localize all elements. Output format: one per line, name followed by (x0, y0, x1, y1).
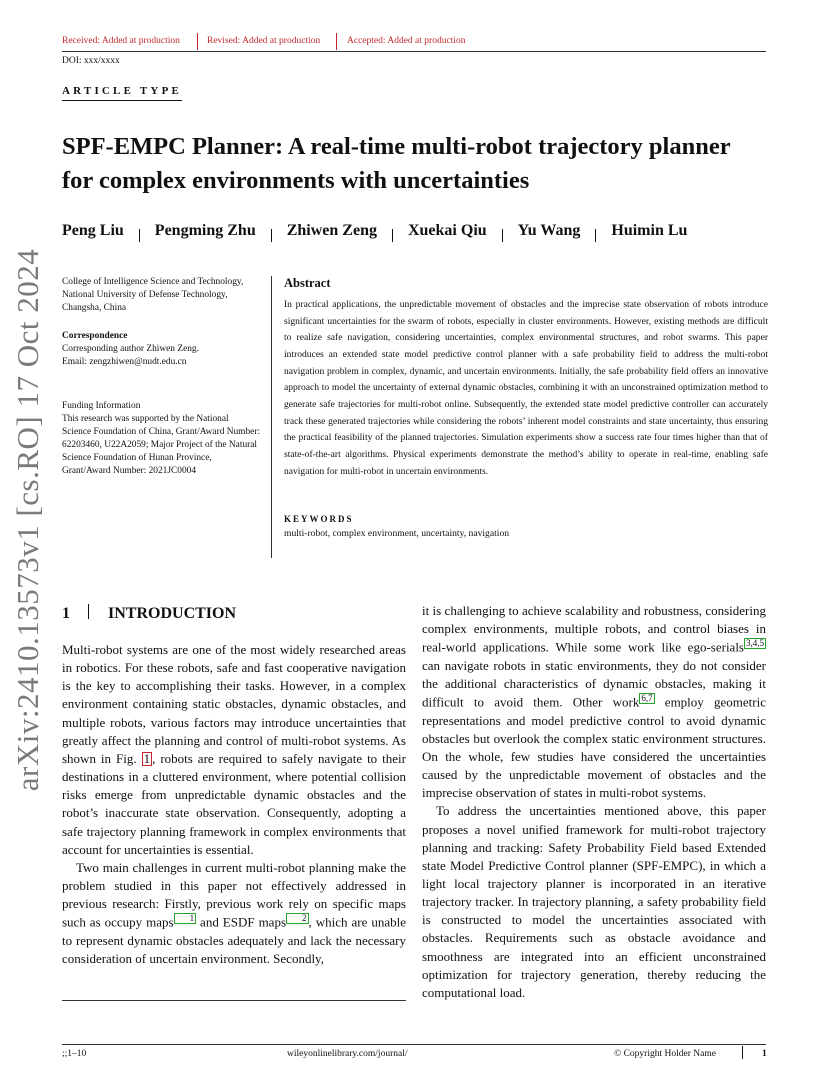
text-run: it is challenging to achieve scalability and robustness, considering complex environments, multiple robots, and control biases in real-world applications. While some work like ego-serials (422, 603, 766, 655)
body-right-column (422, 602, 766, 1002)
author: Peng Liu (62, 222, 124, 239)
footer-pages: ;;1–10 (62, 1049, 87, 1059)
abstract-heading: Abstract (284, 276, 331, 290)
author: Zhiwen Zeng (286, 222, 377, 239)
text-run: Two main challenges in current multi-robot planning make the problem studied in this paper not effectively addressed in previous research: Firstly, previous work rely on specific maps such as occupy maps (62, 859, 406, 930)
keywords-text: multi-robot, complex environment, uncertainty, navigation (284, 528, 510, 539)
figure-link[interactable]: 1 (143, 750, 151, 766)
funding-line: 62203460, U22A2059; Major Project of the Natural (62, 439, 258, 450)
header-rule (62, 51, 766, 52)
text-run: employ geometric representations and model predictive control to avoid dynamic obstacles but overlook the complex static environment structures. On the whole, few studies have considered the uncertainties caused by the unpredictable movement of obstacles and the imprecise observation of states in multi-robot systems. (422, 694, 766, 801)
text-run: , which are unable to represent dynamic obstacles adequately and lack the necessary consideration of uncertain environment. Secondly, (62, 914, 406, 966)
author: Huimin Lu (611, 222, 688, 239)
section-bar (88, 604, 89, 619)
section-title: INTRODUCTION (108, 605, 237, 622)
funding-line: Science Foundation of China, Grant/Award Number: (62, 426, 261, 437)
author: Pengming Zhu (154, 222, 256, 239)
affiliation-line: College of Intelligence Science and Technology, (62, 277, 244, 287)
text-run: and ESDF maps (196, 914, 287, 930)
correspondence-heading: Correspondence (62, 331, 128, 341)
affiliation (62, 276, 272, 315)
funding-line: Science Foundation of Hunan Province, (62, 452, 212, 463)
author-separator (392, 229, 393, 242)
paper-title (62, 130, 782, 198)
received-date: Received: Added at production (62, 36, 180, 46)
arxiv-stamp-text: arXiv:2410.13573v1 [cs.RO] 17 Oct 2024 (10, 248, 45, 792)
author-list (62, 222, 687, 240)
body-left-column (62, 641, 406, 968)
text-run: Multi-robot systems are one of the most widely researched areas in robotics. For these robots, safe and fast cooperative navigation is the key to accomplishing their tasks. However, in a complex environment containing static obstacles, dynamic obstacles, and multiple robots, various factors may introduce uncertainties that greatly affect the planning and control of multi-robot systems. As shown in Fig. (62, 642, 406, 766)
abstract-rule (271, 276, 272, 558)
correspondence (62, 330, 272, 369)
accepted-date: Accepted: Added at production (347, 36, 466, 46)
paragraph (422, 602, 766, 802)
citation-link[interactable]: 6,7 (641, 693, 653, 704)
funding-heading: Funding Information (62, 401, 141, 411)
citation-link[interactable]: 2 (286, 913, 309, 924)
footer-copyright: © Copyright Holder Name (614, 1049, 716, 1059)
header-separator (197, 33, 198, 50)
keywords-heading: KEYWORDS (284, 514, 354, 524)
author: Yu Wang (517, 222, 581, 239)
funding-line: Grant/Award Number: 2021JC0004 (62, 465, 197, 476)
footer-url: wileyonlinelibrary.com/journal/ (287, 1049, 408, 1059)
abstract-text: In practical applications, the unpredictable movement of obstacles and the imprecise state observation of robots introduce significant uncertainties for the swarm of robots, especially in cluster environments. However, existing methods are difficult to realize safe navigation, considering uncertainties, complex environmental structures, and robot swarms. This paper introduces an extended state model predictive control planner with a safe probability field to address the multi-robot navigation problem in complex, dynamic, and uncertain environments. Initially, the safe probability field offers an innovative approach to model the uncertainty of external dynamic obstacles, combining it with an unconstrained optimization method to generate safe trajectories for multi-robot online. Subsequently, the extended state model predictive controller can accurately track these generated trajectories while considering the robots’ inherent model constraints and state uncertainty, thus ensuring the practical feasibility of the planned trajectories. Simulation experiments show a success rate four times higher than that of state-of-the-art algorithms. Physical experiments demonstrate the method’s ability to operate in real-time, enabling safe navigation for multi-robot in uncertain environments. (284, 299, 768, 477)
header-separator (336, 33, 337, 50)
section-heading (62, 605, 236, 623)
correspondence-email: Email: zengzhiwen@nudt.edu.cn (62, 356, 187, 367)
title-line-1: SPF-EMPC Planner: A real-time multi-robot trajectory planner (62, 133, 731, 160)
revised-date: Revised: Added at production (207, 36, 321, 46)
text-run: can navigate robots in static environments, they do not consider the additional characteristics of dynamic obstacles, making it difficult to avoid them. Other work (422, 657, 766, 710)
footer-separator (742, 1046, 743, 1059)
author-separator (139, 229, 140, 242)
page-number: 1 (762, 1049, 767, 1059)
author: Xuekai Qiu (407, 222, 487, 239)
affiliation-line: National University of Defense Technology, (62, 289, 228, 300)
correspondence-line: Corresponding author Zhiwen Zeng. (62, 343, 199, 354)
paragraph (62, 641, 406, 859)
footer-rule (62, 1044, 766, 1045)
footnote-rule (62, 1000, 406, 1001)
article-type: ARTICLE TYPE (62, 85, 182, 101)
affiliation-line: Changsha, China (62, 302, 127, 313)
section-number: 1 (62, 605, 70, 622)
citation-link[interactable]: 1 (174, 913, 197, 924)
citation-link[interactable]: 3,4,5 (746, 638, 764, 649)
text-run: , robots are required to safely navigate to their destinations in a cluttered environment, where potential collision risks emerge from unpredictable dynamic obstacles and the robot’s inaccurate state observation. Consequently, adopting a safe trajectory planning framework in complex environments that account for uncertainties is essential. (62, 750, 406, 857)
author-separator (271, 229, 272, 242)
paragraph: To address the uncertainties mentioned above, this paper proposes a novel unified framework for multi-robot trajectory planning and tracking: Safety Probability Field based Extended state Model Predictive Control planner (SPF-EMPC), in which a light local trajectory planner is incorporated in an iterative trajectory tracker. In trajectory planning, a safety probability field is constructed to model the uncertainties associated with obstacles. Requirements such as obstacle avoidance and smoothness are integrated into an efficient unconstrained optimization for trajectory generation, thereby reducing the computational load. (422, 803, 766, 1000)
funding-line: This research was supported by the National (62, 413, 229, 424)
author-separator (502, 229, 503, 242)
paragraph (62, 859, 406, 968)
funding-information (62, 400, 272, 477)
author-separator (595, 229, 596, 242)
arxiv-stamp (0, 248, 56, 792)
doi: DOI: xxx/xxxx (62, 56, 120, 66)
title-line-2: for complex environments with uncertainties (62, 167, 530, 194)
